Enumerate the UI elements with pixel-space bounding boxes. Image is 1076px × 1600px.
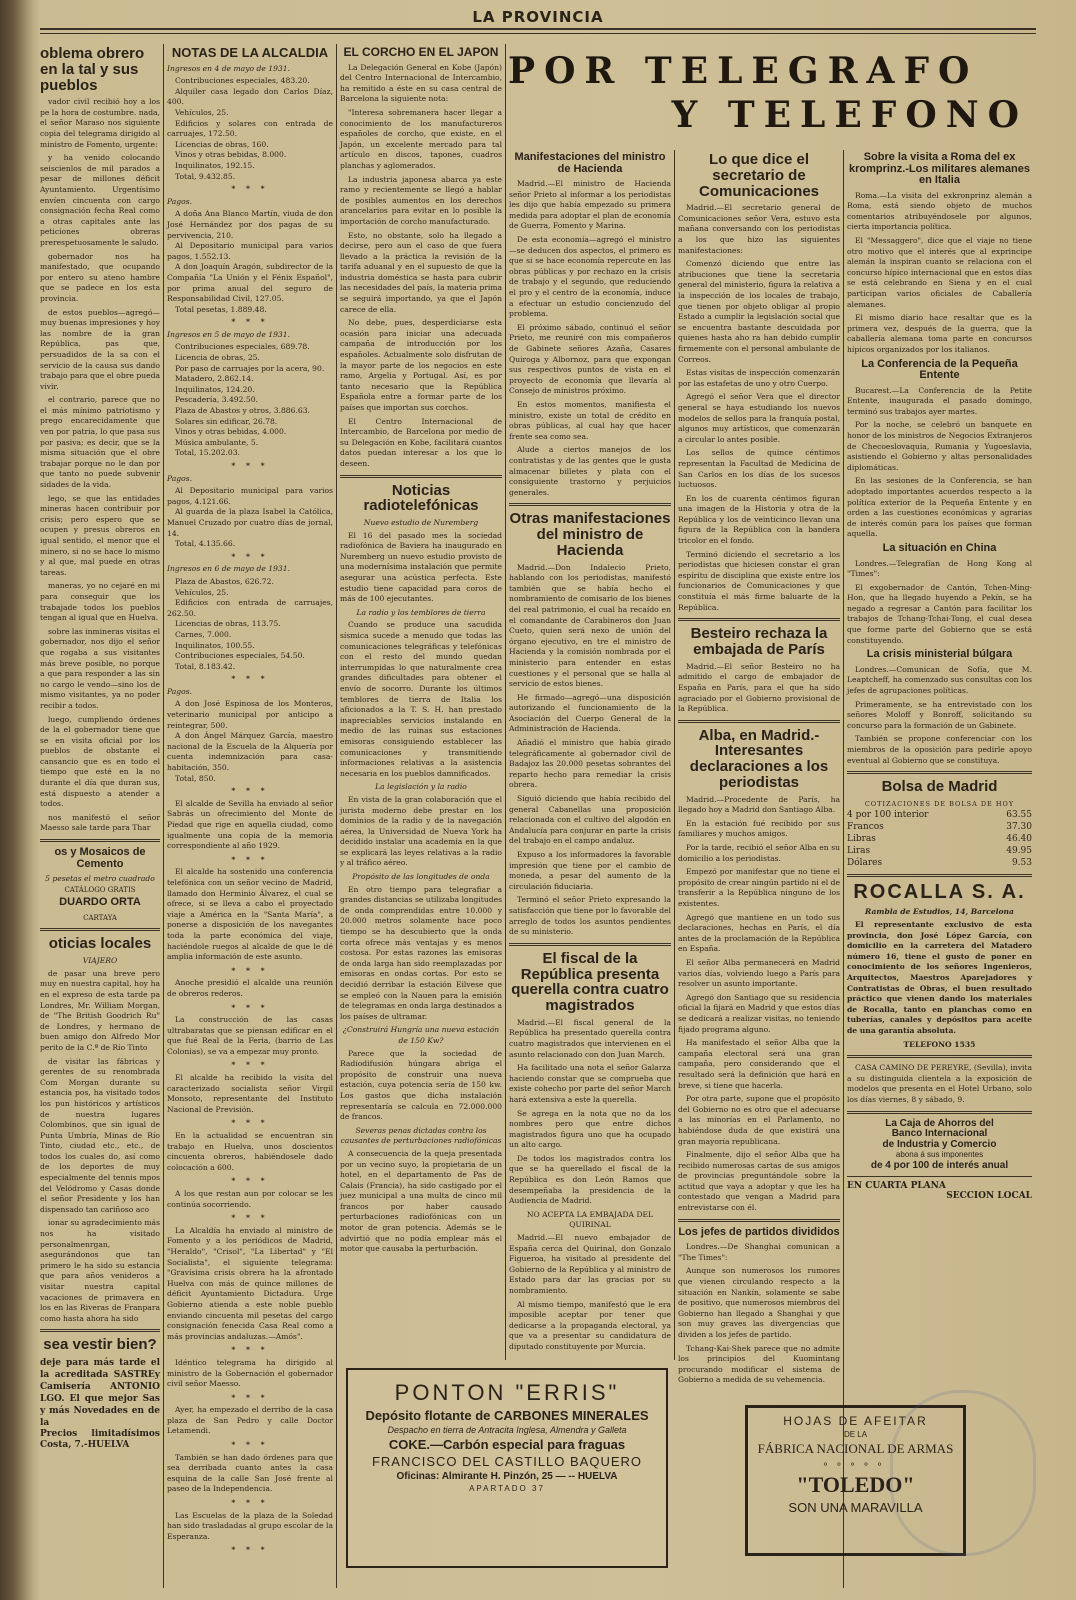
accounts-line: Edificios y solares con entrada de carruajes, 172.50. [167,118,333,139]
accounts-line: Licencias de obras, 113.75. [175,619,281,629]
local-news-body [40,969,160,1325]
article-paragraph: Agregó don Santiago que su residencia oficial la fijará en Madrid y que estos días se dedicará a realizar visitas, no teniendo fijado programa alguno. [678,992,840,1034]
divider [509,503,671,506]
bank-ad-line-1: La Caja de Ahorros del [885,1117,994,1129]
article-paragraph: El próximo sábado, continuó el señor Prieto, me reuniré con mis compañeros de Gabinete señores Azaña, Casares Quiroga y Albornoz, para que expongan sus respectivos puntos de vista en el proyecto de economía que llevaría al Consejo de ministros próximo. [509,322,671,396]
col5-headline-4: Los jefes de partidos divididos [678,1225,840,1238]
column-rule [336,44,337,1588]
separator-stars: * * * [231,1545,269,1555]
radio-paragraph: En otro tiempo para telegrafiar a grandes distancias se utilizaba longitudes de onda comprendidas entre 10.000 y 20.000 metros solamente hace poco tiempo se ha descubierto que la onda corta ofrece más ventajas y es menos costosa. Por estas razones las emisoras de onda larga han sido reemplazadas por emisoras en ondas cortas. Por esto se decidió derribar la estación Eilvese que se empleó con la Nauen para la emisión de telegramas en onda larga destinados a los países de ultramar. [340,884,502,1021]
cement-ad [40,847,160,923]
radio-subheading: Nuevo estudio de Nuremberg [363,518,479,528]
separator-stars: * * * [231,461,269,471]
article-paragraph: Finalmente, dijo el señor Alba que ha recibido numerosas cartas de sus amigos de provincias preguntándole sobre la actitud que vaya a adoptar y que les ha contestado que vengan a Madrid para entrevistarse con él. [678,1150,840,1213]
accounts-line: Al Depositario municipal para varios pagos, 1.552.13. [167,241,333,261]
divider [678,1219,840,1222]
ponton-ad-line-1: Depósito flotante de CARBONES MINERALES [365,1408,649,1423]
divider [340,475,502,478]
article-paragraph: Terminó diciendo el secretario a los periodistas que hiciesen constar el gran espíritu de disciplina que existe entre los funcionarios de Comunicaciones y que constituía el más firme baluarte de la República. [678,549,840,612]
accounts-line: A don José Espinosa de los Monteros, veterinario municipal por anticipo a reintegrar, 500. [167,699,333,730]
article-paragraph: Alude a ciertos manejos de los contratistas y de las gentes que le gusta almacenar billetes y plata con el consiguiente trastorno y perjuicios generales. [509,445,671,497]
ponton-ad-line-6: APARTADO 37 [469,1484,545,1493]
accounts-line: Inquilinatos, 192.15. [175,160,255,170]
article-paragraph: El señor Alba permanecerá en Madrid varios días, volviendo luego a París para resolver un asunto importante. [678,958,840,989]
divider [847,771,1032,774]
banner-line-2: Y TELEFONO [671,94,1028,136]
article-paragraph: Al mismo tiempo, manifestó que le era imposible aceptar por tener que dedicarse a la propaganda electoral, ya que va a presentar su candidatura de diputado constituyente por Murcia. [509,1299,671,1351]
quote-row [847,845,1032,857]
minister-article-2-body [509,563,671,938]
column-6 [847,150,1032,1370]
toledo-ad-line-2: DE LA [843,1430,868,1439]
article-paragraph: La Delegación General en Kobe (Japón) del Centro Internacional de Intercambio, ha remitido a éste en su casa central de Barcelona la siguiente nota: [340,62,502,104]
communications-article-body [678,203,840,613]
col5-headline-2: Besteiro rechaza la embajada de París [690,625,828,658]
accounts-date: Pagos. [167,473,193,483]
accounts-line: Matadero, 2.862.14. [175,374,254,384]
ponton-ad-title: PONTON "ERRIS" [394,1380,620,1405]
article-paragraph: Expuso a los informadores la favorable impresión que tiene por el cambio de moneda, a pesar del aumento de la circulación fiduciaria. [509,850,671,891]
toledo-ad-brand: "TOLEDO" [796,1472,915,1497]
article-paragraph: de visitar las fábricas y gerentes de su renombrada Com Morgan durante su estancia pos, ha visitado todos los pun históricos y artísticos de nuestra lugares Colombinos, que sin igual de Punta Umbría, Minas de Río Tinto, ciudad etc., etc., de todos los cuales do, así como de los deportes de muy especialmente del tennis mpos del Velódromo y Casas donde el señor Presidente y los han dispensado tan cariñoso aco [40,1056,160,1214]
accounts-date: Ingresos en 6 de mayo de 1931. [167,564,290,574]
news-item: El alcalde de Sevilla ha enviado al señor Sabrás un ofrecimiento del Monte de Piedad que rige en aquella ciudad, como igualmente una copia de la memoria correspondiente al año 1929. [167,798,333,851]
rocalla-ad-phone: TELEFONO 1535 [903,1039,976,1049]
quote-label: 4 por 100 interior [847,810,929,821]
radio-subheading: Propósito de las longitudes de onda [352,872,490,882]
article-paragraph: De esta economía—agregó el ministro—se deducen dos aspectos, el primero es que si se hace economía repercute en las obras públicas y por rechazo en la crisis de trabajo y el segundo, que reduciendo el pro y el centro de la economía, induce a efectuar un estudio concienzudo del problema. [509,235,671,319]
quote-value: 37.30 [1006,822,1032,833]
quirinal-subheading: NO ACEPTA LA EMBAJADA DEL QUIRINAL [526,1209,654,1230]
tailor-ad-footer: Precios limitadísimos Costa, 7.-HUELVA [40,1429,160,1450]
article-paragraph: lego, se que las entidades mineras hacen contribuir por crisis; pero espero que se ocupen y presus obreros en igual sentido, el menor que el minero, si no se hace lo mismo y al que, mal puede en otras tareas. [40,493,160,577]
article-paragraph: Empezó por manifestar que no tiene el propósito de crear ningún partido ni el de transferir a la República ninguno de los existentes. [678,867,840,909]
article-paragraph: Siguió diciendo que había recibido del general Cabanellas una proposición relacionada con el cultivo del algodón en Andalucía para conjurar en parte la crisis del trabajo en el campo andaluz. [509,794,671,846]
article-paragraph: Ha manifestado el señor Alba que la campaña electoral será una gran campaña, pero considerando que el resultado será la definición que hará en breve, si tiene que hacerla. [678,1038,840,1090]
news-item: Idéntico telegrama ha dirigido al ministro de la Gobernación el gobernador civil señor Maesso. [167,1357,333,1389]
accounts-line: Por paso de carruajes por la acera, 90. [175,363,325,373]
article-paragraph: Bucarest.—La Conferencia de la Petite Entente, inaugurada el pasado domingo, terminó sus trabajos ayer martes. [847,385,1032,416]
masthead-title: LA PROVINCIA [472,8,604,26]
quote-value: 9.53 [1011,858,1032,869]
fiscal-article-body [509,1018,671,1207]
separator-stars: * * * [231,786,269,796]
quote-label: Liras [847,846,871,857]
divider [847,874,1032,877]
separator-stars: * * * [231,551,269,561]
accounts-line: Total, 8.183.42. [175,661,236,671]
article-paragraph: Primeramente, se ha entrevistado con los señores Moloff y Bonroff, solicitando su concurso para la formación de un Gabinete. [847,699,1032,730]
article-paragraph: Agregó el señor Vera que el director general se haya estudiando los nuevos modelos de sellos para la franquía postal, algunos muy artísticos, que comenzarán a circular lo antes posible. [678,392,840,444]
article-paragraph: Londres.—Comunican de Sofía, que M. Leaptcheff, ha comenzado sus consultas con los jefes de agrupaciones políticas. [847,664,1032,695]
rocalla-ad-body: El representante exclusivo de esta provincia, don José López García, con domicilio en la carretera del Matadero número 16, tiene el gusto de poner en conocimiento de los señores Ingenieros, Arquitectos, Maestros Aparejadores y Contratistas de Obras, el buen resultado práctico que vienen dando los materiales de Rocalla, tanto en planchas como en tuberías, canales y depósitos para aceite de una garantía absoluta. [847,920,1032,1036]
rocalla-ad-title: ROCALLA S. A. [853,881,1026,904]
local-news-subtitle: VIAJERO [82,956,118,966]
divider [847,1055,1032,1058]
column-rule [163,44,164,1588]
radio-paragraph: Parece que la sociedad de Radiodifusión húngara abriga el propósito de construir una nueva estación, cuya potencia sería de 150 kw. Los gastos que dicha instalación representaría se calcula en 72.000.000 de francos. [340,1048,502,1122]
radio-subheading: ¿Construirá Hungría una nueva estación de 150 Kw? [342,1025,500,1045]
stock-exchange-title: Bolsa de Madrid [881,778,998,796]
col2-headline: NOTAS DE LA ALCALDIA [171,45,329,60]
article-paragraph: Madrid.—Procedente de París, ha llegado hoy a Madrid don Santiago Alba. [678,794,840,815]
bank-ad-line-2: Banco Internacional [891,1128,988,1140]
col6-headline-3: La situación en China [882,541,997,554]
accounts-line: Inquilinatos, 124.20. [175,384,255,394]
article-paragraph: y ha venido colocando seiscienlos de mil parados a pesar de millones déficit Ayuntamiento. Urgentísimo envíen cincuenta con cargo consignación fecha Real como a otras capitales ante las peticiones obreras prerespetuosamente le saludo. [40,153,160,247]
accounts-line: Inquilinatos, 100.55. [175,640,255,650]
article-paragraph: Madrid.—El nuevo embajador de España cerca del Quirinal, don Gonzalo Figueroa, ha visitado al presidente del Gobierno de la República y al ministro de Estado para dar las gracias por su nombramiento. [509,1233,671,1295]
stock-quotes-table [847,809,1032,869]
radio-paragraph: Cuando se produce una sacudida sísmica sucede a menudo que todas las comunicaciones telegráficas y telefónicas con el resto del mundo quedan interrumpidas lo que naturalmente crea grandes dificultades para obtener el envío de socorro. Durante los últimos temblores de tierra de Italia los aficionados a la T. S. H. han prestado inapreciables servicios instalando en medio de las ruinas sus estaciones emisoras consiguiendo establecer las comunicaciones y transmitiendo informaciones relativas a la asistencia necesaria en los pueblos damnificados. [340,620,502,778]
news-item: La construcción de las casas ultrabaratas que se piensan edificar en el que fué Real de la Feria, (barrio de Las Colonias), se va a empezar muy pronto. [167,1015,333,1056]
quote-label: Francos [847,822,884,833]
news-item: El alcalde ha sostenido una conferencia telefónica con un señor vecino de Madrid, llamado don Herminio Álvarez, el cual se ofrece, si se lleva a cabo el proyectado viaje a América en la "Santa María", a ponerse a disposición de los navegantes toda la parte económica del viaje, haciéndole ruegos al alcalde de que le dé amplia información de este asunto. [167,867,333,962]
article-paragraph: En los de cuarenta céntimos figuran una imagen de la Historia y otra de la República y los de veinticinco llevan una figura de la República con la bandera tricolor en el fondo. [678,493,840,546]
quote-label: Dólares [847,858,883,869]
alba-article-body [678,795,840,1214]
bank-ad-line-5: de 4 por 100 de interés anual [870,1159,1009,1171]
separator-stars: * * * [231,674,269,684]
radio-subheading: La legislación y la radio [375,782,467,792]
news-item: En la actualidad se encuentran sin trabajo en Huelva, unos doscientos cincuenta obreros, habiéndosele dado colocación a 600. [167,1131,333,1172]
masthead-rule [40,28,1036,30]
col6-headline-4: La crisis ministerial búlgara [866,648,1013,661]
accounts-line: Al guarda de la plaza Isabel la Católica, Manuel Cruzado por cuatro días de jornal, 14. [167,507,333,538]
pereyre-ad: CASA CAMINO DE PEREYRE, (Sevilla), invita a su distinguida clientela a la exposición de modelos que presenta en el Hotel Urbano, solo los días viernes, 8 y sábado, 9. [847,1063,1032,1104]
stock-exchange-subtitle: COTIZACIONES DE BOLSA DE HOY [864,799,1015,808]
separator-stars: * * * [231,854,269,864]
accounts-line: Música ambulante, 5. [175,437,259,447]
col4-headline-2: Otras manifestaciones del ministro de Hacienda [509,510,671,559]
toledo-ad-slogan: SON UNA MARAVILLA [788,1500,923,1515]
toledo-ad-line-3: FÁBRICA NACIONAL DE ARMAS [757,1441,954,1456]
divider [847,1111,1032,1114]
radio-paragraph: El 16 del pasado mes la sociedad radiofónica de Baviera ha inaugurado en Nuremberg un nuevo estudio provisto de una modernísima instalación que permite asegurar una acústica perfecta. Este estudio tiene capacidad para coros de más de 100 ejecutantes. [340,530,502,604]
article-paragraph: El "Messaggero", dice que el viaje no tiene otro motivo que el interés que al exprincipe alemán la inspiran cuanto se relaciona con el concurso hípico internacional que en estos días se está celebrando en Siena y en el cual participan varios oficiales de Caballería alemanes. [847,236,1032,309]
ponton-erris-ad [346,1368,668,1568]
ponton-ad-line-2: Despacho en tierra de Antracita Inglesa, Almendra y Galleta [387,1425,627,1435]
article-paragraph: Añadió el ministro que había girado telegráficamente al gobernador civil de Badajoz las 20.000 pesetas sobrantes del reparto hecho para remediar la crisis obrera. [509,738,671,790]
article-paragraph: En la estación fué recibido por sus familiares y muchos amigos. [678,818,840,839]
bank-ad-line-3: de Industria y Comercio [882,1138,997,1150]
column-rule [674,150,675,1360]
article-paragraph: Los sellos de quince céntimos representan la Facultad de Medicina de San Carlos en los días de los sucesos luctuosos. [678,448,840,490]
article-paragraph: Roma.—La visita del exkronprinz alemán a Roma, está siendo objeto de muchos comentarios atribuyéndosele por algunos, cierta importancia política. [847,190,1032,232]
cement-ad-name: DUARDO ORTA [59,896,141,909]
news-item: El alcalde ha recibido la visita del caracterizado socialista señor Virgil Monsoto, representante del Instituto Nacional de Previsión. [167,1073,333,1114]
besteiro-article-body [678,662,840,715]
separator-stars: * * * [231,1498,269,1508]
article-paragraph: De todos los magistrados contra los que se ha querellado el fiscal de la República es don León Ramos que desempeñaba la presidencia de la Audiencia de Madrid. [509,1153,671,1206]
news-item: También se han dado órdenes para que sea derribada cuanto antes la casa esquina de la calle San José frente al paseo de la Independencia. [167,1452,333,1494]
article-paragraph: El mismo diario hace resaltar que es la primera vez, después de la guerra, que la caballería alemana toma parte en concursos hípicos organizados por los italianos. [847,313,1032,354]
quote-row [847,809,1032,821]
accounts-date: Pagos. [167,686,193,696]
article-paragraph: Madrid.—El fiscal general de la República ha presentado querella contra cuatro magistrados que intervienen en el asunto relacionado con don Juan March. [509,1017,671,1059]
separator-stars: * * * [231,1176,269,1186]
article-paragraph: nos manifestó el señor Maesso sale tarde para Thar [40,812,160,833]
accounts-line: Vehículos, 25. [175,108,229,118]
municipal-news [167,799,333,1556]
article-paragraph: Por la tarde, recibió el señor Alba en su domicilio a los periodistas. [678,843,840,863]
radio-subheading: La radio y los temblores de tierra [356,607,486,617]
separator-stars: * * * [231,184,269,194]
article-paragraph: sobre las inmineras visitas el gobernador, nos dijo el señor que rogaba a sus visitantes más breve posible, no porque a que para responder a las sin no cargo le vendo—sino los de mismo visitantes, ya no poder recibir a todos. [40,626,160,710]
local-section-note: SECCION LOCAL [946,1191,1032,1202]
cork-article-body [340,63,502,470]
article-paragraph: Por otra parte, supone que el propósito del Gobierno no es otro que el adecuarse a las minorías en el Parlamento, no habiéndose duda de que existirá una gran mayoría republicana. [678,1094,840,1146]
separator-stars: * * * [231,965,269,975]
quirinal-article-body [509,1233,671,1353]
separator-stars: * * * [231,317,269,327]
quote-row [847,833,1032,845]
article-paragraph: Ha facilitado una nota el señor Galarza haciendo constar que se comprueba que existe cohecho por parte del señor March hará extensiva a este la querella. [509,1063,671,1104]
article-paragraph: Madrid.—El ministro de Hacienda señor Prieto al informar a los periodistas les dijo que había empezado su primera medida para adoptar el plan de economía de Guerra, Fomento y Marina. [509,179,671,231]
divider [40,839,160,842]
library-seal-watermark-icon [890,1390,1036,1556]
quote-row [847,821,1032,833]
column-1 [40,44,160,1584]
radio-news-headline: Noticias radiotelefónicas [363,481,479,515]
banner-headline [508,50,1028,150]
radio-paragraph: En vista de la gran colaboración que el jurista moderno debe prestar en los dominios de la radio y de la navegación aérea, la Universidad de Nueva York ha decidido instalar una academia en la que se explicará las leyes relativas a la radio y al tráfico aéreo. [340,794,502,868]
ponton-ad-line-3: COKE.—Carbón especial para fraguas [388,1437,626,1452]
article-paragraph: Estas visitas de inspección comenzarán por las estafetas de uno y otro Cuerpo. [678,368,840,388]
blade-icons: ⚬⚬⚬⚬⚬ [821,1459,890,1469]
accounts-date: Ingresos en 4 de mayo de 1931. [167,63,290,73]
col4-headline-3: El fiscal de la República presenta querella contra cuatro magistrados [511,949,669,1014]
accounts-line: Al Depositario municipal para varios pagos, 4.121.66. [167,486,333,506]
separator-stars: * * * [231,1345,269,1355]
quote-label: Libras [847,834,876,845]
radio-news-body [340,518,502,1255]
bank-ad-line-4: abona á sus imponentes [895,1150,984,1160]
accounts-line: Total, 9.432.85. [175,171,236,181]
separator-stars: * * * [231,1118,269,1128]
article-paragraph: También se propone conferenciar con los miembros de la oposición para pedirle apoyo eventual al Gobierno que se constituya. [847,734,1032,765]
accounts-line: Licencias de obras, 160. [175,139,269,149]
accounts-line: Total pesetas, 1.889.48. [175,304,267,314]
accounts-line: Total, 4.135.66. [175,539,236,549]
article-paragraph: gobernador nos ha manifestado, que ocupando por entero su ateno hambre que se padece en los esta provincia. [40,251,160,303]
column-5 [678,150,840,1385]
separator-stars: * * * [231,1392,269,1402]
local-news-title: oticias locales [48,935,152,953]
article-paragraph: maneras, yo no cejaré en mi para conseguir que los trabajade todos los pueblos tengan al igual que en Huelva. [40,581,160,623]
rocalla-ad-address: Rambla de Estudios, 14, Barcelona [865,907,1014,917]
news-item: A los que restan aun por colocar se les continúa socorriendo. [167,1189,333,1209]
accounts-line: Contribuciones especiales, 54.50. [175,651,305,661]
news-item: Ayer, ha empezado el derribo de la casa plaza de San Pedro y calle Doctor Letamendi. [167,1405,333,1436]
china-parties-article-body [678,1242,840,1386]
accounts-line: Total, 15.202.03. [175,448,240,458]
separator-stars: * * * [231,1002,269,1012]
article-paragraph: Agregó que mantiene en un todo sus declaraciones, hechas en París, el día antes de la proclamación de la República en España. [678,912,840,954]
tailor-ad-body: deje para más tarde el la acreditada SASTREy Camisería ANTONIO LGO. El que mejor Sas y más Novedades en de la [40,1358,160,1429]
article-paragraph: el contrario, parece que no el más mínimo patriotismo y prego encarecidamente que ven por patria, lo que pasa sus por pasiva; es decir, que se la misma situación que el obre trabajar porque no le dan por que tanto no puede subvenir sidades de la vida. [40,395,160,490]
divider [847,1176,1032,1177]
bank-ad [847,1119,1032,1172]
article-paragraph: vador civil recibió hoy a los pe la hora de costumbre. nada, el señor Maraso nos siguiente copia del telegrama dirigido al ministro de Fomento, urgente: [40,97,160,149]
article-paragraph: Esto, no obstante, solo ha llegado a decirse, pero aun el caso de que fuera llevado a la práctica la revisión de la tarifa aduanal y en el supuesto de que la industria doméstica se hasta para cubrir las necesidades del país, la materia prima se seguirá importando, ya que el Japón carece de ella. [340,230,502,314]
masthead-rule-secondary [40,33,1036,34]
accounts-line: A doña Ana Blanco Martín, viuda de don José Hernández por dos pagas de su pervivencia, 210. [167,209,333,240]
toledo-ad-line-1: HOJAS DE AFEITAR [783,1414,928,1428]
article-paragraph: de pasar una breve pero muy en nuestra capital, hoy ha en el expreso de esta tarde pa Londres, Mr. William Morgan, de "The British Goodrich Ru" de Londres, y hermano de buen amigo don Alfredo Mor perito de la C.ª de Río Tinto [40,968,160,1052]
article-paragraph: No debe, pues, desperdiciarse esta ocasión para iniciar una adecuada campaña de introducción por los españoles. Actualmente solo disfrutan de la mayor parte de los negocios en este ramo, Argelia y Portugal. Así, es por tanto necesario que la República Española entre a formar parte de los países que importan sus corchos. [340,318,502,412]
china-article-body [847,559,1032,647]
entente-article-body [847,386,1032,540]
article-paragraph: Terminó el señor Prieto expresando la satisfacción que tiene por lo favorable del arreglo de todos los asuntos pendientes de su ministerio. [509,895,671,937]
cement-ad-catalog: CATÁLOGO GRATIS [64,885,136,894]
cement-ad-title: os y Mosaicos de Cemento [54,846,146,870]
article-paragraph: En las sesiones de la Conferencia, se han adoptado importantes acuerdos respecto a la política exterior de la Pequeña Entente y en orden a las cuestiones económicas y agrarias de interés común para los países que forman aquella. [847,476,1032,539]
article-paragraph: Madrid.—El señor Besteiro no ha admitido el cargo de embajador de España en París, para el que ha sido agraciado por el Gobierno provisional de la República. [678,661,840,714]
cement-ad-town: CARTAYA [83,913,117,922]
col3-headline: EL CORCHO EN EL JAPON [343,45,499,59]
col1-article-body [40,97,160,834]
municipal-accounts [167,64,333,797]
article-paragraph: Londres.—Telegrafían de Hong Kong al "Times": [847,558,1032,579]
accounts-line: Vehículos, 25. [175,587,229,597]
ponton-ad-line-4: FRANCISCO DEL CASTILLO BAQUERO [371,1454,643,1469]
news-item: La Alcaldía ha enviado al ministro de Fomento y a los periódicos de Madrid, "Heraldo", "Crisol", "La Libertad" y "El Socialista", el siguiente telegrama: "Gravísima crisis obrera ha la afrontado Huelva con más de quince millones de déficit Ayuntamiento Dictadura. Urge Gobierno atienda a este noble pueblo enviando cincuenta mil pesetas del cargo consignación fenecida Casa Real como a más provincias andaluzas.—Amós". [167,1225,333,1341]
accounts-line: A don Ángel Márquez García, maestro nacional de la Escuela de la Alquería por cuenta indemnización para casa-habitación, 350. [167,731,333,773]
accounts-line: Plaza de Abastos, 626.72. [175,576,274,586]
bulgaria-article-body [847,665,1032,766]
divider [678,618,840,621]
accounts-line: Total, 850. [175,773,216,783]
article-paragraph: Tchang-Kai-Shek parece que no admite los principios del Kuomintang procurando modificar el sistema de Gobierno a medida de su vehemencia. [678,1343,840,1385]
news-item: Las Escuelas de la plaza de la Soledad han sido trasladadas al grupo escolar de la Esperanza. [167,1510,333,1541]
accounts-line: Solares sin edificar, 26.78. [175,416,278,426]
divider [40,928,160,931]
article-paragraph: Madrid.—Don Indalecio Prieto, hablando con los periodistas, manifestó también que se había hecho el nombramiento de comisario de los bienes del real patrimonio, el cual ha recaído en el comandante de Carabineros don Juan Cueto, quien será nexo de unión del órgano ejecutivo, en tre el ministro de Hacienda y la comisión nombrada por el ministerio para entender en estas cuestiones y el personal que se halla al servicio de estos bienes. [509,562,671,689]
minister-article-body [509,179,671,498]
banner-line-1: POR TELEGRAFO [508,50,979,92]
fourth-page-note: EN CUARTA PLANA [847,1180,946,1191]
radio-paragraph: A consecuencia de la queja presentada por un vecino suyo, la propietaria de un hotel, en el departamento de Pas de Calais (Francia), ha sido castigado por el juez municipal a una multa de cinco mil francos por haber causado perturbaciones radiofónicas con un motor de gran potencia. Además se le advirtió que no podía emplear más el motor que causaba la perturbación. [340,1148,502,1254]
accounts-date: Ingresos en 5 de mayo de 1931. [167,329,290,339]
column-4 [509,150,671,1351]
kronprinz-article-body [847,191,1032,356]
col5-headline-3: Alba, en Madrid.-Interesantes declaraciones a los periodistas [689,726,829,791]
ponton-ad-line-5: Oficinas: Almirante H. Pinzón, 25 — -- HUELVA [396,1471,618,1482]
accounts-line: Plaza de Abastos y otros, 3.886.63. [175,406,310,416]
divider [509,943,671,946]
article-paragraph: Madrid.—El secretario general de Comunicaciones señor Vera, estuvo esta mañana conversando con los periodistas a los que hizo las siguientes manifestaciones: [678,203,840,255]
col6-headline-2: La Conferencia de la Pequeña Entente [861,357,1018,382]
quote-value: 49.95 [1006,846,1032,857]
news-item: Anoche presidió el alcalde una reunión de obreros rederos. [167,978,333,998]
accounts-line: Pescadería, 3.492.50. [175,395,258,405]
col5-headline: Lo que dice el secretario de Comunicaciones [698,151,820,200]
accounts-line: Carnes, 7.000. [175,629,232,639]
accounts-line: Contribuciones especiales, 483.20. [175,76,310,86]
col6-headline: Sobre la visita a Roma del ex kromprinz.-Los militares alemanes en Italia [849,151,1030,187]
separator-stars: * * * [231,1440,269,1450]
accounts-line: Vinos y otras bebidas, 4.000. [175,427,287,437]
column-rule [505,44,506,1360]
article-paragraph: En estos momentos, manifiesta el ministro, existe un total de crédito en obras públicas, al cual hay que hacer frente sea como sea. [509,399,671,441]
cement-ad-price: 5 pesetas el metro cuadrado [45,874,155,884]
tailor-ad-title: sea vestir bien? [43,1336,157,1354]
accounts-line: Alquiler casa legado don Carlos Díaz, 400. [167,86,333,107]
accounts-line: Edificios con entrada de carruajes, 262.50. [167,598,333,618]
accounts-date: Pagos. [167,196,193,206]
article-paragraph: El Centro Internacional de Intercambio, de Barcelona por medio de su Delegación en Kobe, facilitará cuantos datos puedan interesar a los que lo deseen. [340,416,502,468]
accounts-line: Vinos y otras bebidas, 8.000. [175,150,287,160]
quote-value: 63.55 [1006,810,1032,821]
column-3 [340,44,502,1364]
column-2 [167,44,333,1584]
quote-value: 46.40 [1006,834,1032,845]
radio-subheading: Severas penas dictadas contra los causantes de perturbaciones radiofónicas [340,1125,502,1146]
article-paragraph: de estos pueblos—agregó—muy buenas impresiones y hoy las nombre de la gran República, pas que, persuadidos de la sa con el servicio de la causa sus dando trabajo para que el obre pueda vivir. [40,307,160,391]
accounts-line: Contribuciones especiales, 689.78. [175,342,310,352]
article-paragraph: La industria japonesa abarca ya este ramo y recientemente se llegó a hablar de posibles aumentos en los derechos arancelarios para evitar en lo posible la importación de corcho manufacturado. [340,174,502,226]
article-paragraph: Por la noche, se celebró un banquete en honor de los ministros de Negocios Extranjeros de Checoeslovaquia, Rumania y Yugoeslavia, asistiendo el Gobierno y altas personalidades diplomáticas. [847,420,1032,472]
separator-stars: * * * [231,1060,269,1070]
article-paragraph: "Interesa sobremanera hacer llegar a conocimiento de los manufactureros españoles de corcho, que existe, en el Japón, un excelente mercado para tal artículo en discos, tapones, cuadros planchas y aglomerados. [340,107,502,170]
article-paragraph: Aunque son numerosos los rumores que vienen circulando respecto a la situación en Nankín, solamente se sabe de positivo, que numerosos miembros del Gobierno han llegado a Shanghai y que son muy graves las divergencias que dividen a los jefes de partido. [678,1266,840,1339]
col1-headline: oblema obrero en la tal y sus pueblos [40,45,145,94]
divider [40,1329,160,1332]
accounts-line: Licencia de obras, 25. [175,353,260,363]
article-paragraph: El exgobernador de Cantón, Tchen-Ming-Hon, que ha llegado huyendo a Pekín, se ha negado a regresar a Cantón para facilitar los trabajos de Tchang-Tchai-Tong, el cual desea que forme parte del Gobierno que se está constituyendo. [847,582,1032,645]
col4-headline: Manifestaciones del ministro de Hacienda [514,151,666,175]
article-paragraph: Londres.—De Shanghai comunican a "The Times": [678,1242,840,1262]
article-paragraph: Comenzó diciendo que entre las atribuciones que tiene la secretaría general del ministerio, figura la relativa a la inspección de los locales de trabajo, que tienen por objeto obligar al propio Estado a cumplir la legislación social que se encuentra bastante descuidada por quienes hasta aho ra han debido cumplir firmemente con el personal ambulante de Correos. [678,259,840,364]
separator-stars: * * * [231,1213,269,1223]
column-rule [843,150,844,1588]
article-paragraph: luego, cumpliendo órdenes de la el gobernador tiene que se en visita oficial por los pueblos de obstante el cansancio que es en todo el tiempo que esté en la no durante el día que duran sus, está dispuesto a atender a todos. [40,714,160,809]
article-paragraph: He firmado—agregó—una disposición autorizando el funcionamiento de la Asociación del Cuerpo General de la Administración de Hacienda. [509,692,671,734]
accounts-line: A don Joaquín Aragón, subdirector de la Compañía "La Unión y el Fénix Español", por prima anual del seguro de Responsabilidad Civil, 127.05. [167,262,333,304]
article-paragraph: ionar su agradecimiento más nos ha visitado personalmenrgan, asegurándonos que tan primero le ha sido su estancia que para años venideros a visitar nuestra capital vacaciones de primavera en los en las Riveras de Franpara como hasta ahora ha sido [40,1218,160,1323]
quote-row [847,857,1032,869]
divider [678,720,840,723]
article-paragraph: Se agrega en la nota que no da los nombres pero que entre dichos magistrados figura uno que ha ocupado un alto cargo. [509,1108,671,1150]
